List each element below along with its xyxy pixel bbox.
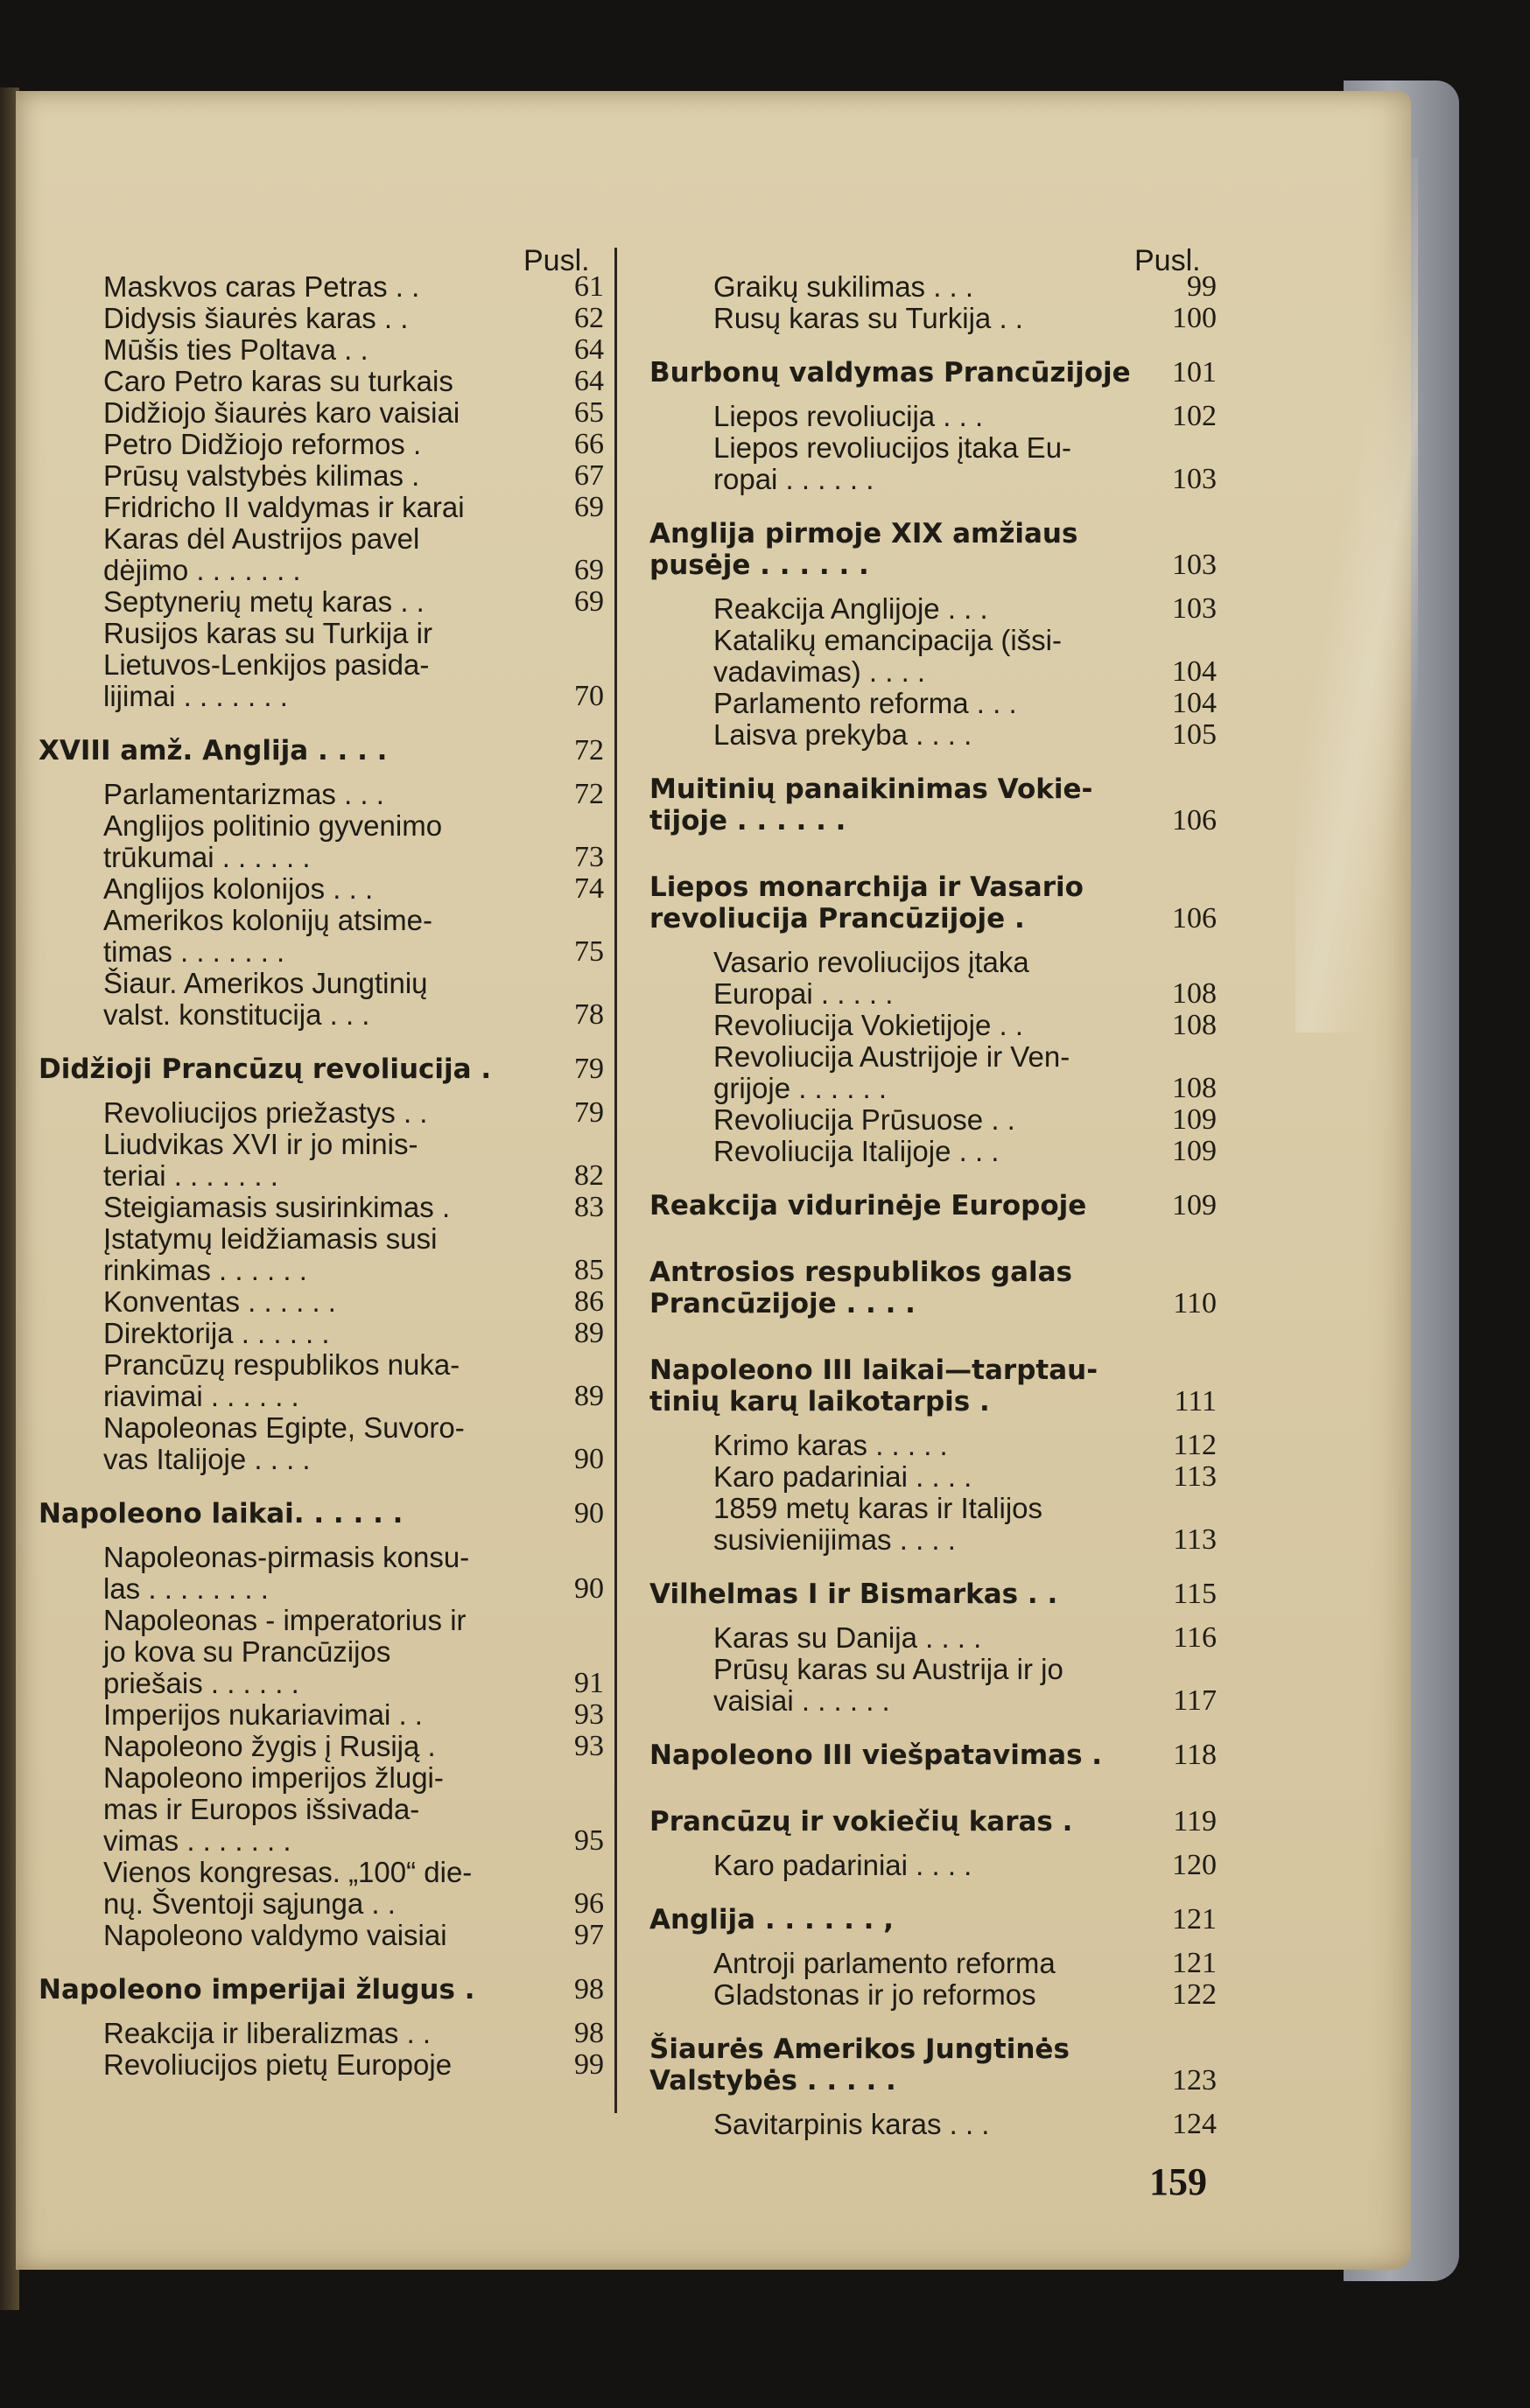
toc-entry-page: 65 — [574, 396, 604, 429]
toc-entry-title: Liepos monarchija ir Vasario revoliucija Prancūzijoje . — [649, 872, 1084, 934]
toc-entry-title: Parlamento reforma . . . — [713, 687, 1017, 719]
toc-entry-title: Savitarpinis karas . . . — [713, 2108, 990, 2140]
toc-entry — [103, 1857, 604, 1920]
toc-entry — [713, 1622, 1217, 1654]
toc-entry-title: Konventas . . . . . . — [103, 1285, 336, 1318]
toc-entry — [713, 271, 1217, 303]
toc-entry — [103, 1731, 604, 1762]
toc-entry-page: 99 — [574, 2048, 604, 2081]
toc-entry-page: 78 — [574, 998, 604, 1031]
toc-entry — [713, 625, 1217, 688]
toc-entry-title: Napoleono valdymo vaisiai — [103, 1919, 447, 1951]
toc-entry-title: Krimo karas . . . . . — [713, 1429, 948, 1461]
toc-entry-page: 109 — [1172, 1103, 1217, 1136]
toc-entry-page: 111 — [1174, 1385, 1217, 1418]
toc-entry-title: Revoliucijos pietų Europoje — [103, 2048, 453, 2081]
toc-entry-title: Parlamentarizmas . . . — [103, 778, 384, 810]
toc-entry-page: 103 — [1172, 592, 1217, 625]
toc-section-heading — [649, 872, 1217, 934]
toc-entry — [103, 334, 604, 366]
toc-entry — [103, 303, 604, 334]
toc-entry-title: Didysis šiaurės karas . . — [103, 302, 409, 334]
toc-entry-page: 93 — [574, 1730, 604, 1762]
toc-entry-title: Direktorija . . . . . . — [103, 1317, 330, 1349]
toc-entry-page: 70 — [574, 680, 604, 712]
toc-section-heading — [649, 1904, 1217, 1936]
toc-entry-page: 96 — [574, 1887, 604, 1920]
toc-entry — [713, 401, 1217, 432]
toc-entry-title: Napoleono imperijos žlugi- mas ir Europos išsivada- vimas . . . . . . . — [103, 1761, 444, 1857]
toc-entry-page: 106 — [1172, 804, 1217, 836]
toc-entry-title: Laisva prekyba . . . . — [713, 718, 972, 751]
toc-entry — [713, 2109, 1217, 2140]
toc-entry-page: 89 — [574, 1317, 604, 1349]
toc-entry-title: Revoliucija Prūsuose . . — [713, 1103, 1015, 1136]
toc-entry-page: 90 — [574, 1572, 604, 1605]
toc-entry-title: 1859 metų karas ir Italijos susivienijimas . . . . — [713, 1492, 1043, 1556]
toc-entry-page: 113 — [1173, 1460, 1217, 1493]
toc-entry-title: Antroji parlamento reforma — [713, 1947, 1056, 1979]
toc-entry-title: Anglija pirmoje XIX amžiaus pusėje . . . . . . — [649, 518, 1078, 581]
toc-section-heading — [649, 774, 1217, 836]
toc-entry-page: 109 — [1172, 1135, 1217, 1167]
toc-entry-page: 103 — [1172, 549, 1217, 581]
toc-entry-page: 118 — [1173, 1739, 1217, 1771]
toc-entry-title: Katalikų emancipacija (išsi- vadavimas) . . . . — [713, 624, 1062, 688]
toc-entry-title: Liepos revoliucija . . . — [713, 400, 984, 432]
toc-entry-title: Napoleono laikai. . . . . . — [39, 1498, 404, 1530]
toc-section-heading — [649, 2034, 1217, 2096]
page-fold-shadow — [1295, 158, 1418, 1032]
toc-entry-page: 123 — [1172, 2064, 1217, 2096]
toc-entry-title: Amerikos kolonijų atsime- timas . . . . . . . — [103, 904, 432, 968]
toc-entry-title: Gladstonas ir jo reformos — [713, 1978, 1036, 2011]
toc-entry-page: 83 — [574, 1191, 604, 1223]
toc-entry-page: 64 — [574, 333, 604, 366]
toc-entry-page: 61 — [574, 270, 604, 303]
toc-entry-title: Šiaurės Amerikos Jungtinės Valstybės . . . . . — [649, 2034, 1070, 2096]
toc-entry — [103, 366, 604, 397]
toc-entry-page: 69 — [574, 491, 604, 523]
toc-entry-title: Didžioji Prancūzų revoliucija . — [39, 1054, 492, 1085]
toc-entry — [103, 1542, 604, 1605]
toc-entry-page: 104 — [1172, 687, 1217, 719]
toc-entry-title: Didžiojo šiaurės karo vaisiai — [103, 396, 460, 429]
toc-entry-page: 95 — [574, 1824, 604, 1857]
toc-entry-title: Burbonų valdymas Prancūzijoje — [649, 357, 1131, 388]
toc-entry-title: Revoliucija Vokietijoje . . — [713, 1009, 1024, 1041]
toc-entry — [713, 1979, 1217, 2011]
toc-entry-page: 106 — [1172, 902, 1217, 934]
toc-entry-page: 73 — [574, 841, 604, 873]
toc-entry-page: 69 — [574, 554, 604, 586]
toc-entry-page: 69 — [574, 585, 604, 618]
toc-entry-title: Septynerių metų karas . . — [103, 585, 425, 618]
toc-entry — [103, 1318, 604, 1349]
toc-entry — [713, 593, 1217, 625]
page-column-label-right: Pusl. — [1134, 244, 1201, 277]
toc-entry — [103, 1192, 604, 1223]
toc-entry-page: 122 — [1172, 1978, 1217, 2011]
toc-entry — [713, 947, 1217, 1010]
toc-entry — [713, 1430, 1217, 1461]
toc-entry — [103, 1412, 604, 1475]
toc-section-heading — [649, 1740, 1217, 1771]
toc-entry-title: Reakcija vidurinėje Europoje — [649, 1190, 1087, 1222]
toc-entry-page: 100 — [1172, 302, 1217, 334]
toc-entry-title: Rusijos karas su Turkija ir Lietuvos-Lenkijos pasida- lijimai . . . . . . . — [103, 617, 432, 712]
toc-section-heading — [39, 1974, 604, 2006]
toc-entry-page: 99 — [1187, 270, 1217, 303]
toc-entry — [103, 429, 604, 460]
toc-entry — [103, 873, 604, 905]
toc-entry-title: Napoleonas-pirmasis konsu- las . . . . . . . . — [103, 1541, 470, 1605]
toc-entry — [713, 1136, 1217, 1167]
toc-entry-page: 110 — [1173, 1287, 1217, 1320]
toc-section-heading — [649, 518, 1217, 581]
toc-entry-page: 91 — [574, 1667, 604, 1699]
toc-entry-page: 66 — [574, 428, 604, 460]
toc-entry-title: Anglijos politinio gyvenimo trūkumai . . . . . . — [103, 809, 443, 873]
toc-entry-page: 108 — [1172, 977, 1217, 1010]
toc-entry-page: 89 — [574, 1380, 604, 1412]
toc-entry-title: XVIII amž. Anglija . . . . — [39, 735, 388, 766]
toc-entry-page: 75 — [574, 935, 604, 968]
toc-entry — [713, 303, 1217, 334]
toc-section-heading — [39, 1498, 604, 1530]
toc-entry — [103, 1762, 604, 1857]
toc-entry — [103, 1920, 604, 1951]
toc-entry-title: Revoliucija Austrijoje ir Ven- grijoje . . . . . . — [713, 1040, 1070, 1104]
toc-section-heading — [649, 1354, 1217, 1418]
toc-entry-title: Liudvikas XVI ir jo minis- teriai . . . . . . . — [103, 1128, 418, 1192]
toc-entry — [103, 779, 604, 810]
toc-entry-page: 97 — [574, 1919, 604, 1951]
toc-entry-title: Vilhelmas I ir Bismarkas . . — [649, 1578, 1058, 1610]
toc-entry — [103, 523, 604, 586]
toc-entry-title: Reakcija ir liberalizmas . . — [103, 2017, 432, 2049]
toc-entry — [103, 1223, 604, 1286]
toc-section-heading — [649, 1256, 1217, 1320]
toc-entry-page: 121 — [1172, 1903, 1217, 1936]
toc-entry-page: 117 — [1173, 1684, 1217, 1717]
toc-section-heading — [649, 1806, 1217, 1838]
toc-entry-title: Anglijos kolonijos . . . — [103, 872, 374, 905]
toc-entry-page: 64 — [574, 365, 604, 397]
toc-entry-title: Anglija . . . . . . , — [649, 1904, 895, 1936]
toc-entry-page: 121 — [1172, 1947, 1217, 1979]
toc-entry-title: Prancūzų respublikos nuka- riavimai . . . . . . — [103, 1348, 460, 1412]
toc-entry-page: 93 — [574, 1698, 604, 1731]
page-number: 159 — [1149, 2160, 1207, 2203]
toc-entry-page: 72 — [574, 778, 604, 810]
toc-entry-page: 113 — [1173, 1523, 1217, 1556]
toc-entry — [713, 1654, 1217, 1717]
toc-entry-page: 119 — [1173, 1805, 1217, 1838]
toc-entry-title: Vasario revoliucijos įtaka Europai . . . . . — [713, 946, 1029, 1010]
toc-entry — [103, 905, 604, 968]
toc-entry-title: Karas dėl Austrijos pavel dėjimo . . . . . . . — [103, 522, 420, 586]
toc-entry — [103, 1349, 604, 1412]
toc-entry-title: Rusų karas su Turkija . . — [713, 302, 1023, 334]
toc-entry — [103, 397, 604, 429]
toc-entry-page: 90 — [574, 1497, 604, 1530]
toc-entry-title: Antrosios respublikos galas Prancūzijoje . . . . — [649, 1256, 1072, 1320]
toc-entry-title: Maskvos caras Petras . . — [103, 270, 420, 303]
toc-entry-title: Caro Petro karas su turkais — [103, 365, 453, 397]
toc-entry — [713, 1948, 1217, 1979]
toc-entry-page: 116 — [1173, 1621, 1217, 1654]
toc-entry-title: Napoleono imperijai žlugus . — [39, 1974, 475, 2006]
toc-entry — [103, 460, 604, 492]
toc-entry-title: Revoliucijos priežastys . . — [103, 1096, 428, 1129]
toc-entry — [713, 719, 1217, 751]
toc-entry-title: Revoliucija Italijoje . . . — [713, 1135, 1000, 1167]
toc-entry-title: Prūsų valstybės kilimas . — [103, 459, 420, 492]
toc-entry-title: Karas su Danija . . . . — [713, 1621, 982, 1654]
toc-entry — [103, 2049, 604, 2081]
toc-entry — [713, 1104, 1217, 1136]
toc-entry — [103, 810, 604, 873]
toc-entry-title: Napoleono III viešpatavimas . — [649, 1740, 1103, 1771]
toc-entry-title: Vienos kongresas. „100“ die- nų. Šventoji sąjunga . . — [103, 1856, 473, 1920]
toc-entry — [103, 1097, 604, 1129]
toc-entry — [713, 1461, 1217, 1493]
toc-entry-page: 79 — [574, 1053, 604, 1085]
toc-entry-title: Reakcija Anglijoje . . . — [713, 592, 988, 625]
toc-entry — [713, 1010, 1217, 1041]
toc-section-heading — [39, 735, 604, 766]
toc-entry-title: Liepos revoliucijos įtaka Eu- ropai . . . . . . — [713, 431, 1072, 495]
toc-entry-page: 90 — [574, 1443, 604, 1475]
toc-entry-title: Mūšis ties Poltava . . — [103, 333, 368, 366]
toc-entry-page: 108 — [1172, 1009, 1217, 1041]
toc-entry-page: 103 — [1172, 463, 1217, 495]
toc-entry — [103, 968, 604, 1031]
toc-entry-page: 108 — [1172, 1072, 1217, 1104]
toc-entry-page: 86 — [574, 1285, 604, 1318]
toc-entry-title: Napoleonas - imperatorius ir jo kova su Prancūzijos priešais . . . . . . — [103, 1604, 467, 1699]
toc-entry-title: Graikų sukilimas . . . — [713, 270, 974, 303]
toc-entry — [103, 2018, 604, 2049]
toc-entry-page: 79 — [574, 1096, 604, 1129]
toc-entry-title: Steigiamasis susirinkimas . — [103, 1191, 451, 1223]
toc-entry-page: 102 — [1172, 400, 1217, 432]
toc-entry-page: 120 — [1172, 1849, 1217, 1881]
toc-entry-page: 104 — [1172, 655, 1217, 688]
toc-entry-page: 98 — [574, 2017, 604, 2049]
toc-entry-title: Karo padariniai . . . . — [713, 1849, 972, 1881]
toc-entry — [713, 1041, 1217, 1104]
toc-entry-title: Napoleono žygis į Rusiją . — [103, 1730, 436, 1762]
toc-entry — [103, 586, 604, 618]
toc-entry-title: Prūsų karas su Austrija ir jo vaisiai . . . . . . — [713, 1653, 1063, 1717]
toc-entry — [713, 688, 1217, 719]
toc-entry — [103, 492, 604, 523]
toc-section-heading — [649, 1578, 1217, 1610]
toc-entry-page: 101 — [1172, 356, 1217, 388]
toc-entry-title: Fridricho II valdymas ir karai — [103, 491, 465, 523]
toc-entry-page: 62 — [574, 302, 604, 334]
toc-entry-page: 67 — [574, 459, 604, 492]
toc-entry-title: Napoleono III laikai—tarptau- tinių karų laikotarpis . — [649, 1354, 1098, 1418]
toc-entry-title: Šiaur. Amerikos Jungtinių valst. konstitucija . . . — [103, 967, 428, 1031]
column-divider — [614, 248, 617, 2113]
toc-entry-page: 115 — [1173, 1578, 1217, 1610]
toc-section-heading — [649, 1190, 1217, 1222]
toc-entry — [713, 1850, 1217, 1881]
toc-entry — [103, 1129, 604, 1192]
toc-section-heading — [649, 357, 1217, 388]
toc-entry-title: Petro Didžiojo reformos . — [103, 428, 422, 460]
toc-entry — [103, 1605, 604, 1699]
toc-entry-page: 112 — [1173, 1429, 1217, 1461]
toc-entry-page: 109 — [1172, 1189, 1217, 1222]
toc-entry-page: 124 — [1172, 2108, 1217, 2140]
toc-entry-title: Muitinių panaikinimas Vokie- tijoje . . . . . . — [649, 774, 1093, 836]
toc-entry-title: Imperijos nukariavimai . . — [103, 1698, 423, 1731]
toc-entry — [103, 1699, 604, 1731]
toc-entry — [713, 432, 1217, 495]
toc-entry-title: Napoleonas Egipte, Suvoro- vas Italijoje . . . . — [103, 1411, 465, 1475]
page-column-label-left: Pusl. — [523, 244, 590, 277]
toc-entry — [103, 1286, 604, 1318]
toc-entry-title: Karo padariniai . . . . — [713, 1460, 972, 1493]
toc-entry-title: Prancūzų ir vokiečių karas . — [649, 1806, 1073, 1838]
toc-entry-title: Įstatymų leidžiamasis susi rinkimas . . . . . . — [103, 1222, 438, 1286]
toc-entry — [103, 618, 604, 712]
toc-section-heading — [39, 1054, 604, 1085]
toc-entry-page: 105 — [1172, 718, 1217, 751]
toc-entry-page: 85 — [574, 1254, 604, 1286]
toc-entry-page: 82 — [574, 1159, 604, 1192]
toc-entry — [103, 271, 604, 303]
toc-entry-page: 74 — [574, 872, 604, 905]
toc-entry — [713, 1493, 1217, 1556]
toc-entry-page: 72 — [574, 734, 604, 766]
toc-entry-page: 98 — [574, 1973, 604, 2006]
